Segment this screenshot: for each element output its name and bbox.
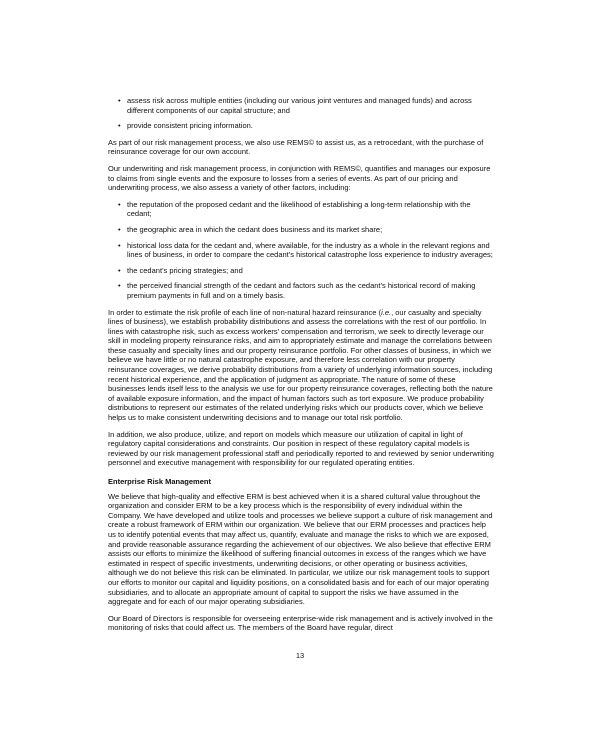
list-item: • historical loss data for the cedant and, where available, for the industry as a whole in the relevant regions and lines of business, in order to compare the cedant’s historical catastrophe loss experience to industry averages; xyxy=(118,240,493,260)
bullet-icon: • xyxy=(118,121,121,131)
bullet-icon: • xyxy=(118,96,121,105)
paragraph-risk-profile: In order to estimate the risk profile of each line of non-natural hazard reinsurance (i.e., our casualty and specialty lines of business), we establish probability distributions and assess the correlations with the rest of our portfolio. In lines with catastrophe risk, such as excess workers’ compensation and terrorism, we seek to directly leverage our skill in modeling property reinsurance risks, and aim to appropriately estimate and manage the correlations between these casualty and specialty lines and our property reinsurance portfolio. For other classes of business, in which we believe we have little or no natural catastrophe exposure, and therefore less correlation with our property reinsurance coverages, we derive probability distributions from a variety of underlying information sources, including recent historical experience, and the application of judgment as appropriate. The nature of some of these businesses lends itself less to the analysis we use for our property reinsurance coverages, reflecting both the nature of available exposure information, and the impact of human factors such as tort exposure. We produce probability distributions to represent our estimates of the related underlying risks which our products cover, which we believe helps us to make consistent underwriting decisions and to manage our total risk portfolio. xyxy=(108,307,493,423)
paragraph-capital: In addition, we also produce, utilize, and report on models which measure our utilization of capital in light of regulatory capital considerations and constraints. Our position in respect of these regulatory capital models is reviewed by our risk management professional staff and periodically reported to and reviewed by senior underwriting personnel and executive management with responsibility for our regulated operating entities. xyxy=(108,429,494,468)
list-item: • the reputation of the proposed cedant and the likelihood of establishing a long-term relationship with the cedant; xyxy=(118,199,471,219)
bullet-icon: • xyxy=(118,224,121,234)
list-item: • the geographic area in which the cedant does business and its market share; xyxy=(118,224,383,234)
paragraph-erm: We believe that high-quality and effective ERM is best achieved when it is a shared cultural value throughout the organization and consider ERM to be a key process which is the responsibility of every individual within the Company. We have developed and utilize tools and processes we believe support a culture of risk management and create a robust framework of ERM within our organization. We believe that our ERM processes and practices help us to identify potential events that may affect us, quantify, evaluate and manage the risks to which we are exposed, and provide reasonable assurance regarding the achievement of our objectives. We also believe that effective ERM assists our efforts to minimize the likelihood of suffering financial outcomes in excess of the ranges which we have estimated in respect of specific investments, underwriting decisions, or other operating or business activities, although we do not believe this risk can be eliminated. In particular, we utilize our risk management tools to support our efforts to monitor our capital and liquidity positions, on a consolidated basis and for each of our major operating subsidiaries, and to allocate an appropriate amount of capital to support the risks we have assumed in the aggregate and for each of our major operating subsidiaries. xyxy=(108,491,493,607)
bullet-icon: • xyxy=(118,265,121,275)
page-number: 13 xyxy=(295,651,305,660)
bullet-icon: • xyxy=(118,240,121,250)
bullet-list-factors xyxy=(108,200,494,301)
bullet-icon: • xyxy=(118,281,121,291)
list-item: • provide consistent pricing information. xyxy=(118,121,253,131)
paragraph-underwriting: Our underwriting and risk management process, in conjunction with REMS©, quantifies and manages our exposure to claims from single events and the exposure to losses from a series of events. As part of our pricing and underwriting process, we also assess a variety of other factors, including: xyxy=(108,163,491,193)
bullet-icon: • xyxy=(118,199,121,209)
section-heading-erm: Enterprise Risk Management xyxy=(108,477,211,486)
document-page xyxy=(108,96,494,640)
bullet-list-top xyxy=(108,96,494,131)
paragraph-board: Our Board of Directors is responsible for overseeing enterprise-wide risk management and is actively involved in the monitoring of risks that could affect us. The members of the Board have regular, direct xyxy=(108,613,493,633)
list-item: • the cedant’s pricing strategies; and xyxy=(118,265,243,275)
list-item: • assess risk across multiple entities (including our various joint ventures and managed funds) and across different components of our capital structure; and xyxy=(118,96,472,115)
list-item: • the perceived financial strength of the cedant and factors such as the cedant’s historical record of making premium payments in full and on a timely basis. xyxy=(118,281,476,300)
paragraph-rems: As part of our risk management process, we also use REMS© to assist us, as a retrocedant, with the purchase of reinsurance coverage for our own account. xyxy=(108,137,484,157)
